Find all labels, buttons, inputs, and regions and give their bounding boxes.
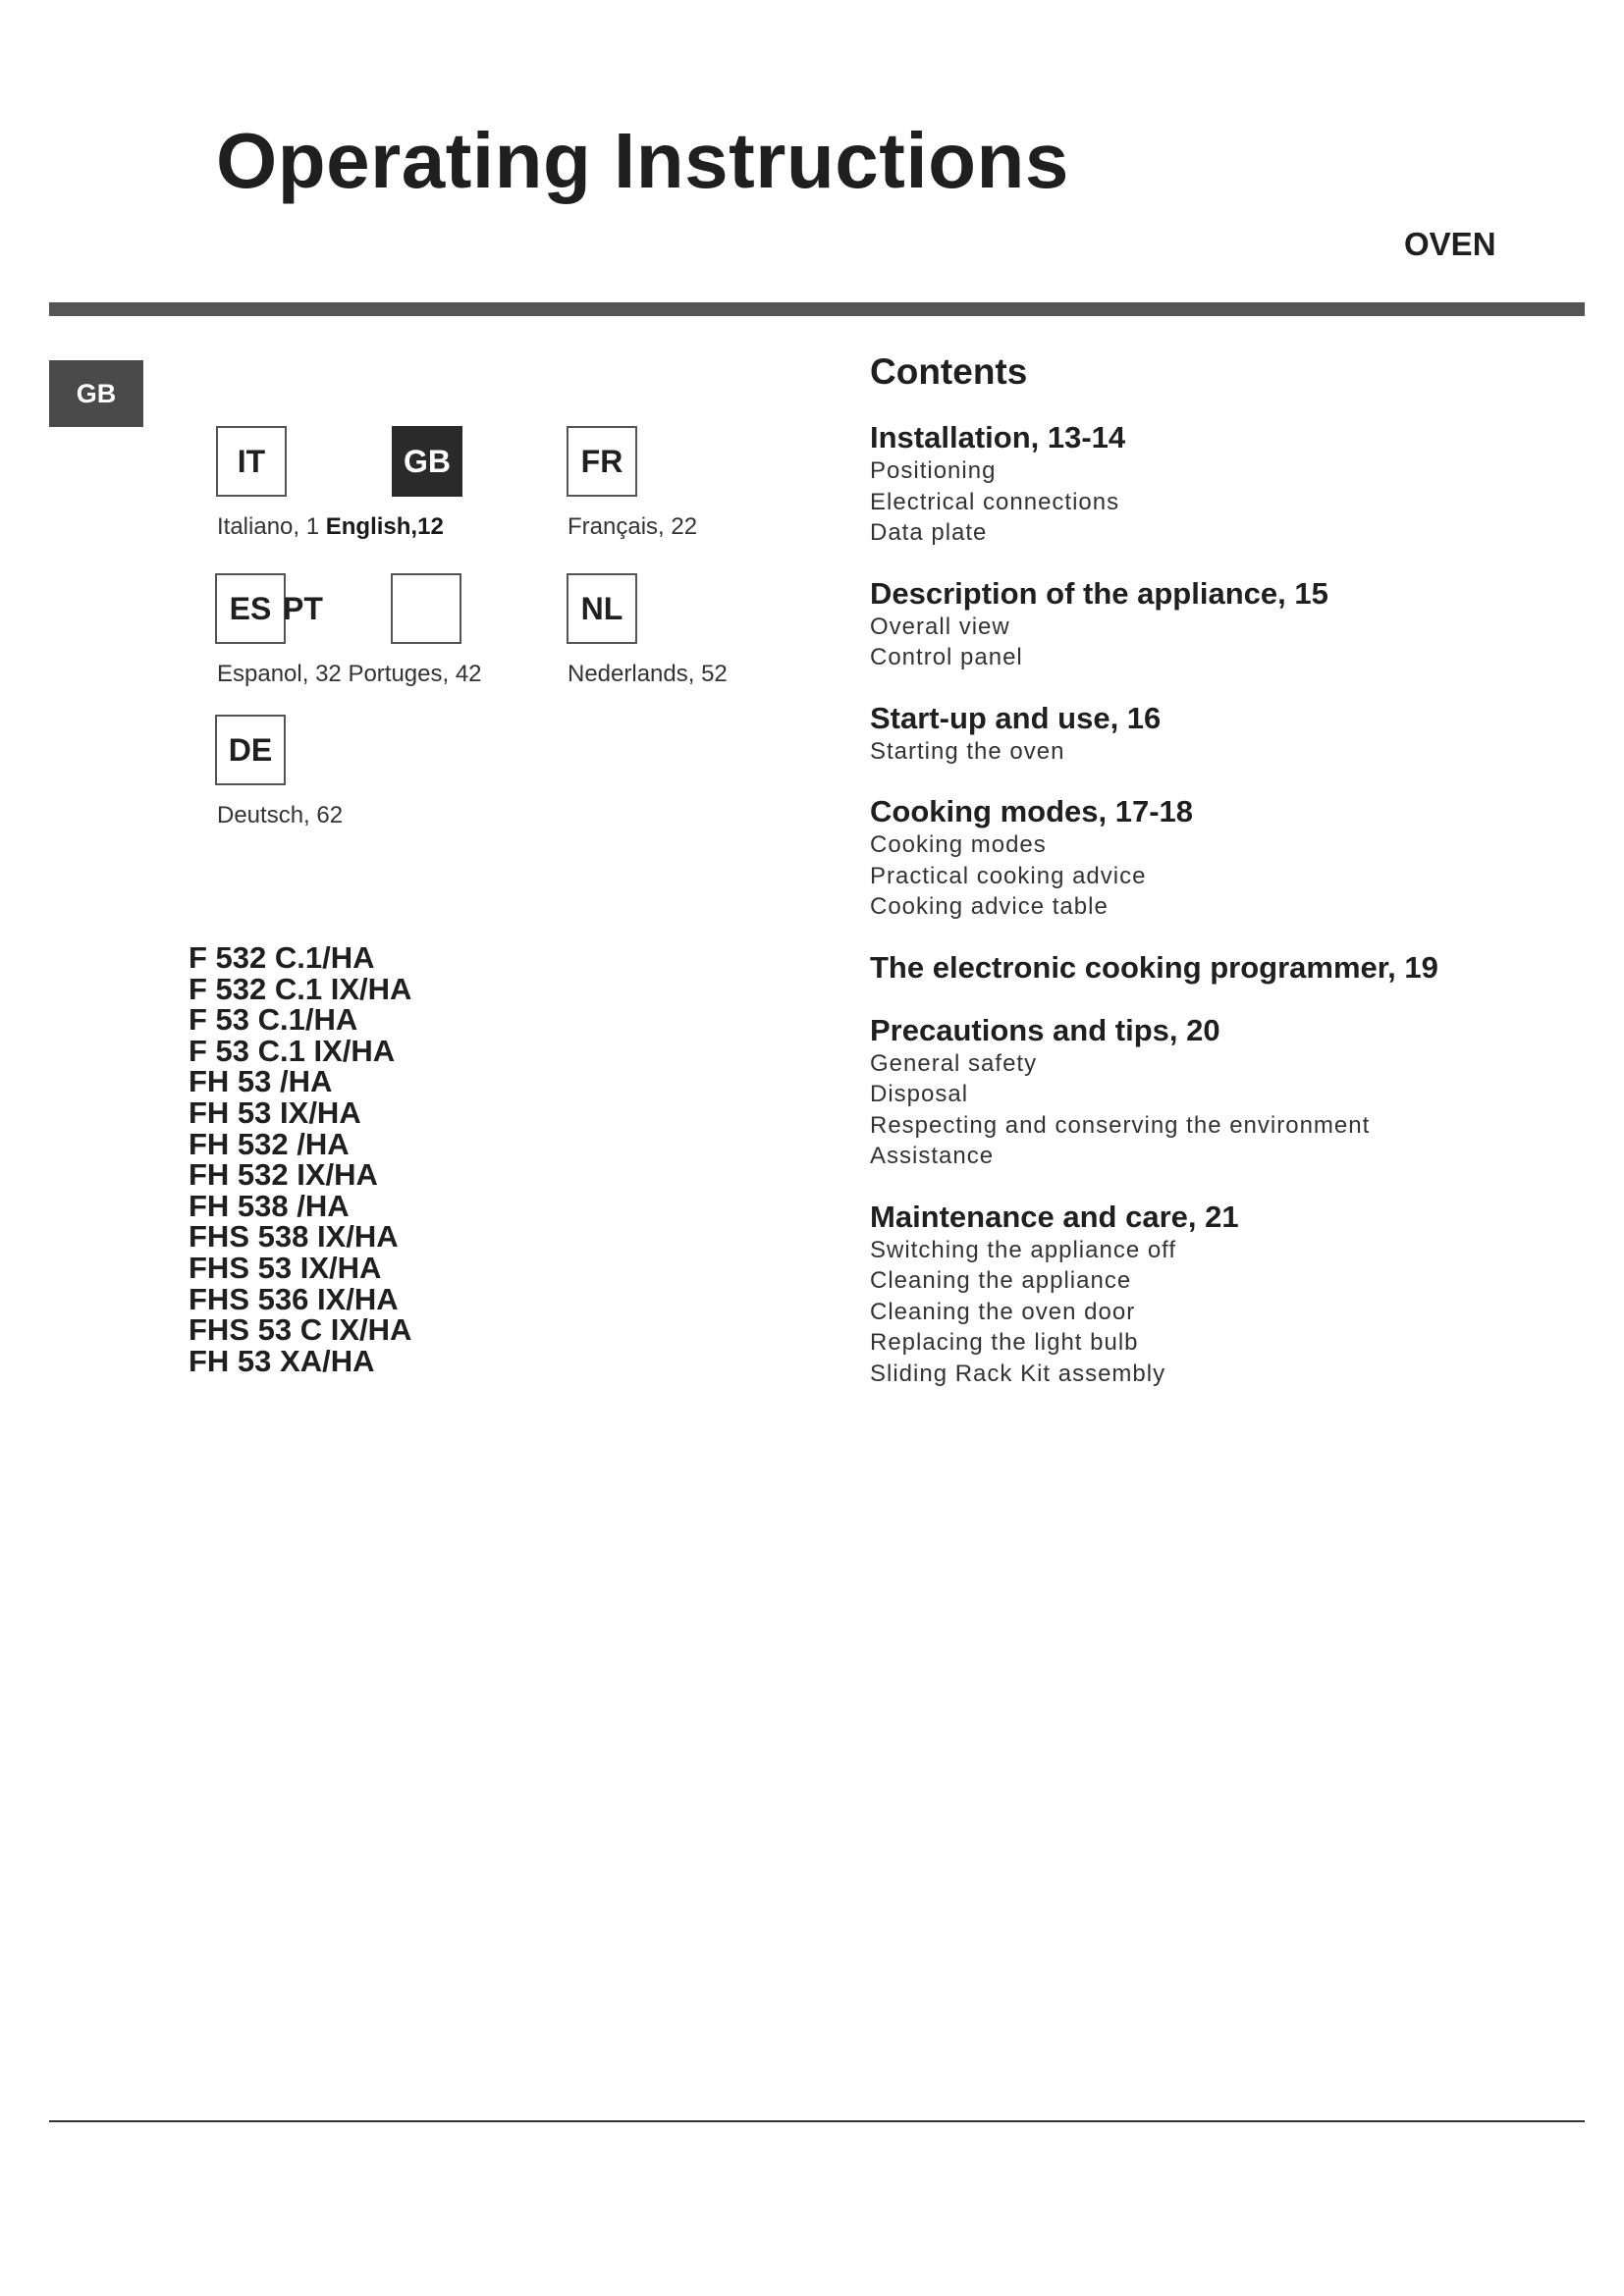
toc-heading: Start-up and use, 16: [870, 700, 1162, 735]
lang-code-pt: PT: [283, 591, 323, 626]
lang-labels-row1: [217, 513, 444, 541]
lang-label-it: Italiano, 1: [217, 513, 320, 540]
toc-item: General safety: [870, 1049, 1038, 1077]
toc-item: Sliding Rack Kit assembly: [870, 1360, 1166, 1387]
toc-item: Electrical connections: [870, 488, 1120, 515]
lang-box-de: DE: [215, 715, 286, 785]
model-list: [189, 942, 411, 1376]
model-item: FHS 538 IX/HA: [189, 1219, 399, 1255]
toc-item: Respecting and conserving the environment: [870, 1111, 1371, 1139]
toc-item: Cleaning the oven door: [870, 1298, 1136, 1325]
lang-label-fr: Français, 22: [568, 513, 698, 540]
lang-box-pt: [391, 573, 461, 644]
lang-label-nl: Nederlands, 52: [568, 661, 728, 687]
toc-item: Cleaning the appliance: [870, 1267, 1132, 1294]
toc-section-precautions: [870, 1013, 1577, 1172]
header-divider: [49, 302, 1585, 316]
model-item: F 532 C.1/HA: [189, 940, 375, 975]
toc-item: Replacing the light bulb: [870, 1329, 1139, 1356]
toc-item: Assistance: [870, 1143, 995, 1169]
model-item: F 53 C.1/HA: [189, 1002, 358, 1038]
lang-box-es: ES: [215, 573, 286, 644]
toc-heading: Maintenance and care, 21: [870, 1199, 1239, 1234]
lang-label-gb: English,12: [325, 513, 444, 540]
toc-heading: Cooking modes, 17-18: [870, 794, 1194, 828]
lang-labels-row2: [217, 661, 482, 688]
footer-divider: [49, 2120, 1585, 2122]
toc-section-startup: [870, 701, 1577, 768]
toc-heading: The electronic cooking programmer, 19: [870, 949, 1438, 985]
model-item: FH 532 IX/HA: [189, 1157, 378, 1193]
lang-label-es: Espanol, 32: [217, 661, 342, 687]
toc-item: Overall view: [870, 613, 1010, 640]
toc-item: Switching the appliance off: [870, 1236, 1177, 1263]
model-item: FH 538 /HA: [189, 1188, 350, 1223]
contents-title: Contents: [870, 351, 1028, 392]
toc-section-installation: [870, 420, 1577, 549]
model-item: F 532 C.1 IX/HA: [189, 971, 412, 1006]
page-title: Operating Instructions: [216, 117, 1069, 204]
model-item: F 53 C.1 IX/HA: [189, 1033, 396, 1068]
toc-item: Cooking advice table: [870, 893, 1109, 920]
model-item: FH 532 /HA: [189, 1126, 350, 1161]
toc-heading: Installation, 13-14: [870, 420, 1126, 454]
toc-item: Positioning: [870, 457, 997, 484]
model-item: FH 53 XA/HA: [189, 1343, 375, 1378]
toc-item: Data plate: [870, 519, 988, 546]
language-side-tab: GB: [49, 360, 143, 427]
toc-section-description: [870, 576, 1577, 673]
toc-heading: Precautions and tips, 20: [870, 1012, 1220, 1047]
toc-item: Disposal: [870, 1081, 969, 1107]
toc-item: Practical cooking advice: [870, 862, 1147, 889]
table-of-contents: [870, 351, 1577, 1416]
toc-section-maintenance: [870, 1200, 1577, 1390]
lang-label-de: Deutsch, 62: [217, 802, 344, 828]
toc-heading: Description of the appliance, 15: [870, 575, 1328, 611]
toc-item: Starting the oven: [870, 737, 1065, 765]
toc-section-programmer: [870, 950, 1577, 986]
lang-box-gb: GB: [392, 426, 462, 497]
lang-box-fr: FR: [567, 426, 637, 497]
toc-item: Control panel: [870, 644, 1023, 670]
product-type: OVEN: [1404, 226, 1496, 262]
model-item: FHS 536 IX/HA: [189, 1281, 399, 1316]
model-item: FHS 53 IX/HA: [189, 1250, 382, 1285]
lang-label-pt: Portuges, 42: [348, 661, 482, 687]
lang-box-it: IT: [216, 426, 287, 497]
lang-box-nl: NL: [567, 573, 637, 644]
toc-item: Cooking modes: [870, 831, 1047, 858]
model-item: FH 53 /HA: [189, 1064, 333, 1099]
model-item: FHS 53 C IX/HA: [189, 1312, 412, 1348]
model-item: FH 53 IX/HA: [189, 1095, 361, 1130]
toc-section-cooking-modes: [870, 794, 1577, 923]
